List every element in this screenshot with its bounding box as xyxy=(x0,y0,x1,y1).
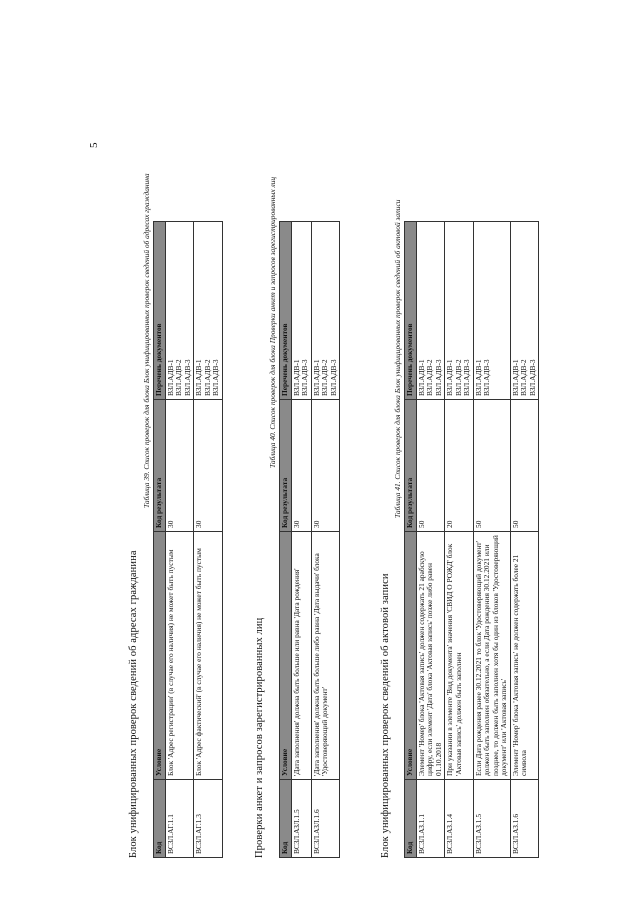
row-docs xyxy=(311,222,340,400)
table-40 xyxy=(279,221,340,858)
row-condition: 'Дата заполнения' должна быть больше либо равна 'Дата выдачи' блока 'Удостоверяющий документ' xyxy=(311,532,340,780)
row-docs xyxy=(445,222,474,400)
table-39 xyxy=(153,221,223,858)
row-result: 50 xyxy=(510,400,539,532)
header-documents: Перечень документов xyxy=(280,222,292,400)
doc-item: ВЗЛ.АДВ-2 xyxy=(519,359,529,396)
doc-item: ВЗЛ.АДВ-3 xyxy=(482,359,492,396)
table-caption-40: Таблица 40. Список проверок для блока Проверки анкет и запросов зарегистрированных лиц xyxy=(268,176,277,468)
section-title-questionnaires: Проверки анкет и запросов зарегистрированных лиц xyxy=(254,617,265,858)
doc-item: ВЗЛ.АДВ-1 xyxy=(165,359,175,396)
rotated-page xyxy=(40,68,600,868)
row-result: 30 xyxy=(165,400,194,532)
row-condition: Элемент 'Номер' блока 'Актовая запись' должен содержать 21 арабскую цифру, если элемент 'Дата' блока 'Актовая запись' позже либо равен 01.10.2018 xyxy=(416,532,445,780)
row-condition: 'Дата заполнения' должна быть больше или равна 'Дата рождения' xyxy=(291,532,311,780)
row-docs xyxy=(510,222,539,400)
doc-item: ВЗЛ.АДВ-2 xyxy=(202,359,212,396)
header-condition: Условие xyxy=(405,532,417,780)
doc-item: ВЗЛ.АДВ-2 xyxy=(174,359,184,396)
doc-item: ВЗЛ.АДВ-3 xyxy=(300,359,310,396)
table-caption-39: Таблица 39. Список проверок для блока Блок унифицированных проверок сведений об адресах гражданина xyxy=(142,173,151,508)
doc-item: ВЗЛ.АДВ-1 xyxy=(194,359,204,396)
table-41 xyxy=(404,221,539,858)
doc-item: ВЗЛ.АДВ-3 xyxy=(328,359,338,396)
header-condition: Условие xyxy=(280,532,292,780)
header-documents: Перечень документов xyxy=(154,222,166,400)
row-result: 30 xyxy=(194,400,223,532)
table-row xyxy=(416,222,445,858)
doc-item: ВЗЛ.АДВ-2 xyxy=(453,359,463,396)
row-docs xyxy=(165,222,194,400)
table-row xyxy=(311,222,340,858)
section-title-addresses: Блок унифицированных проверок сведений об адресах гражданина xyxy=(128,550,139,858)
table-row xyxy=(291,222,311,858)
row-code: ВСЗЛ.АЗ.1.4 xyxy=(445,780,474,858)
row-result: 20 xyxy=(445,400,474,532)
row-code: ВСЗЛ.АЗ.1.5 xyxy=(473,780,510,858)
doc-item: ВЗЛ.АДВ-2 xyxy=(425,359,435,396)
table-caption-41: Таблица 41. Список проверок для блока Блок унифицированных проверок сведений об актовой записи xyxy=(393,199,402,518)
row-condition: При указании в элементе 'Вид документа' значения 'СВИД О РОЖД' блок 'Актовая запись' должен быть заполнен xyxy=(445,532,474,780)
row-code: ВСЗЛ.АЗЛ.1.5 xyxy=(291,780,311,858)
table-row xyxy=(510,222,539,858)
doc-item: ВЗЛ.АДВ-1 xyxy=(291,359,301,396)
doc-item: ВЗЛ.АДВ-1 xyxy=(445,359,455,396)
row-docs xyxy=(473,222,510,400)
row-condition: Если Дата рождения ранее 30.12.2021 то блок 'Удостоверяющий документ' должен быть заполнен обязательно, а если Дата рождения 30.12.2021 или позднее, то должен быть заполнен хотя бы один из блоков 'Удостоверяющий документ' или 'Актовая запись' xyxy=(473,532,510,780)
row-result: 30 xyxy=(311,400,340,532)
page-number: 5 xyxy=(88,142,100,148)
table-row xyxy=(473,222,510,858)
row-docs xyxy=(291,222,311,400)
doc-item: ВЗЛ.АДВ-2 xyxy=(320,359,330,396)
row-code: ВСЗЛ.АГ.1.1 xyxy=(165,780,194,858)
header-result-code: Код результата xyxy=(280,400,292,532)
row-docs xyxy=(194,222,223,400)
row-code: ВСЗЛ.АЗ.1.1 xyxy=(416,780,445,858)
doc-item: ВЗЛ.АДВ-3 xyxy=(211,359,221,396)
row-result: 30 xyxy=(291,400,311,532)
row-docs xyxy=(416,222,445,400)
header-result-code: Код результата xyxy=(154,400,166,532)
row-code: ВСЗЛ.АГ.1.3 xyxy=(194,780,223,858)
doc-item: ВЗЛ.АДВ-3 xyxy=(182,359,192,396)
section-title-act-records: Блок унифицированных проверок сведений об актовой записи xyxy=(380,573,391,858)
row-code: ВСЗЛ.АЗ.1.6 xyxy=(510,780,539,858)
row-result: 50 xyxy=(473,400,510,532)
doc-item: ВЗЛ.АДВ-1 xyxy=(311,359,321,396)
row-condition: Элемент 'Номер' блока 'Актовая запись' не должен содержать более 21 символа xyxy=(510,532,539,780)
row-result: 50 xyxy=(416,400,445,532)
doc-item: ВЗЛ.АДВ-1 xyxy=(510,359,520,396)
doc-item: ВЗЛ.АДВ-1 xyxy=(416,359,426,396)
doc-item: ВЗЛ.АДВ-1 xyxy=(473,359,483,396)
table-row xyxy=(165,222,194,858)
doc-item: ВЗЛ.АДВ-3 xyxy=(433,359,443,396)
doc-item: ВЗЛ.АДВ-3 xyxy=(527,359,537,396)
row-condition: Блок 'Адрес фактический' (в случае его наличия) не может быть пустым xyxy=(194,532,223,780)
row-condition: Блок 'Адрес регистрации' (в случае его наличия) не может быть пустым xyxy=(165,532,194,780)
header-code: Код xyxy=(154,780,166,858)
row-code: ВСЗЛ.АЗЛ.1.6 xyxy=(311,780,340,858)
header-condition: Условие xyxy=(154,532,166,780)
doc-item: ВЗЛ.АДВ-3 xyxy=(462,359,472,396)
header-code: Код xyxy=(280,780,292,858)
header-documents: Перечень документов xyxy=(405,222,417,400)
table-row xyxy=(194,222,223,858)
header-code: Код xyxy=(405,780,417,858)
header-result-code: Код результата xyxy=(405,400,417,532)
table-row xyxy=(445,222,474,858)
